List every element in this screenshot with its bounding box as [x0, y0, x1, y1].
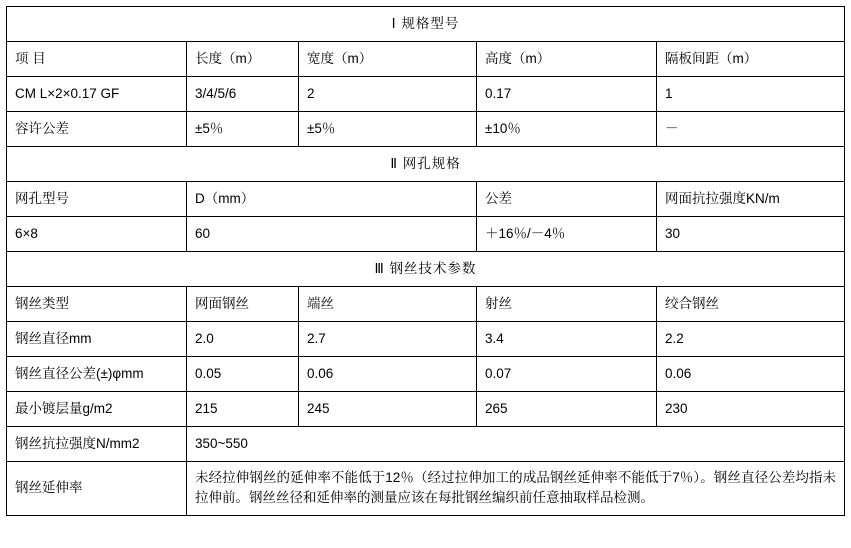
- wire-diameter-label: 钢丝直径mm: [7, 322, 187, 357]
- wire-tolerance-twist: 0.06: [657, 357, 845, 392]
- wire-diameter-mesh: 2.0: [187, 322, 299, 357]
- specification-table: [6, 6, 845, 516]
- spec-header-item: 项 目: [7, 42, 187, 77]
- wire-header-shot-wire: 射丝: [477, 287, 657, 322]
- wire-tolerance-end: 0.06: [299, 357, 477, 392]
- table-row: [7, 287, 845, 322]
- table-row: [7, 42, 845, 77]
- coating-end: 245: [299, 392, 477, 427]
- table-row: [7, 392, 845, 427]
- wire-diameter-shot: 3.4: [477, 322, 657, 357]
- table-row: [7, 357, 845, 392]
- mesh-header-strength: 网面抗拉强度KN/m: [657, 182, 845, 217]
- spec-model-length: 3/4/5/6: [187, 77, 299, 112]
- spec-tolerance-spacing: －: [657, 112, 845, 147]
- wire-header-type: 钢丝类型: [7, 287, 187, 322]
- tensile-strength-label: 钢丝抗拉强度N/mm2: [7, 427, 187, 462]
- wire-tolerance-shot: 0.07: [477, 357, 657, 392]
- section-3-title: Ⅲ 钢丝技术参数: [7, 252, 845, 287]
- table-row: [7, 112, 845, 147]
- wire-diameter-end: 2.7: [299, 322, 477, 357]
- mesh-value-tolerance: ＋16％/－4％: [477, 217, 657, 252]
- section-title-row: [7, 147, 845, 182]
- coating-label: 最小镀层量g/m2: [7, 392, 187, 427]
- table-row: [7, 77, 845, 112]
- mesh-header-model: 网孔型号: [7, 182, 187, 217]
- table-row: [7, 462, 845, 516]
- coating-shot: 265: [477, 392, 657, 427]
- spec-tolerance-length: ±5％: [187, 112, 299, 147]
- table-row: [7, 217, 845, 252]
- wire-header-mesh-wire: 网面钢丝: [187, 287, 299, 322]
- wire-diameter-twist: 2.2: [657, 322, 845, 357]
- spec-header-width: 宽度（m）: [299, 42, 477, 77]
- spec-model-width: 2: [299, 77, 477, 112]
- spec-header-length: 长度（m）: [187, 42, 299, 77]
- spec-model-spacing: 1: [657, 77, 845, 112]
- spec-tolerance-width: ±5％: [299, 112, 477, 147]
- table-row: [7, 322, 845, 357]
- table-row: [7, 182, 845, 217]
- table-row: [7, 427, 845, 462]
- mesh-value-diameter: 60: [187, 217, 477, 252]
- spec-model-label: CM L×2×0.17 GF: [7, 77, 187, 112]
- elongation-label: 钢丝延伸率: [7, 462, 187, 516]
- mesh-header-diameter: D（mm）: [187, 182, 477, 217]
- wire-tolerance-label: 钢丝直径公差(±)φmm: [7, 357, 187, 392]
- tensile-strength-value: 350~550: [187, 427, 845, 462]
- mesh-header-tolerance: 公差: [477, 182, 657, 217]
- wire-tolerance-mesh: 0.05: [187, 357, 299, 392]
- section-title-row: [7, 7, 845, 42]
- spec-header-spacing: 隔板间距（m）: [657, 42, 845, 77]
- wire-header-end-wire: 端丝: [299, 287, 477, 322]
- spec-header-height: 高度（m）: [477, 42, 657, 77]
- mesh-value-model: 6×8: [7, 217, 187, 252]
- coating-mesh: 215: [187, 392, 299, 427]
- section-1-title: Ⅰ 规格型号: [7, 7, 845, 42]
- section-2-title: Ⅱ 网孔规格: [7, 147, 845, 182]
- mesh-value-strength: 30: [657, 217, 845, 252]
- spec-tolerance-label: 容许公差: [7, 112, 187, 147]
- elongation-value: 未经拉伸钢丝的延伸率不能低于12％（经过拉伸加工的成品钢丝延伸率不能低于7％）。钢丝直径公差均指未拉伸前。钢丝丝径和延伸率的测量应该在每批钢丝编织前任意抽取样品检测。: [187, 462, 845, 516]
- coating-twist: 230: [657, 392, 845, 427]
- spec-model-height: 0.17: [477, 77, 657, 112]
- spec-tolerance-height: ±10％: [477, 112, 657, 147]
- wire-header-twist-wire: 绞合钢丝: [657, 287, 845, 322]
- section-title-row: [7, 252, 845, 287]
